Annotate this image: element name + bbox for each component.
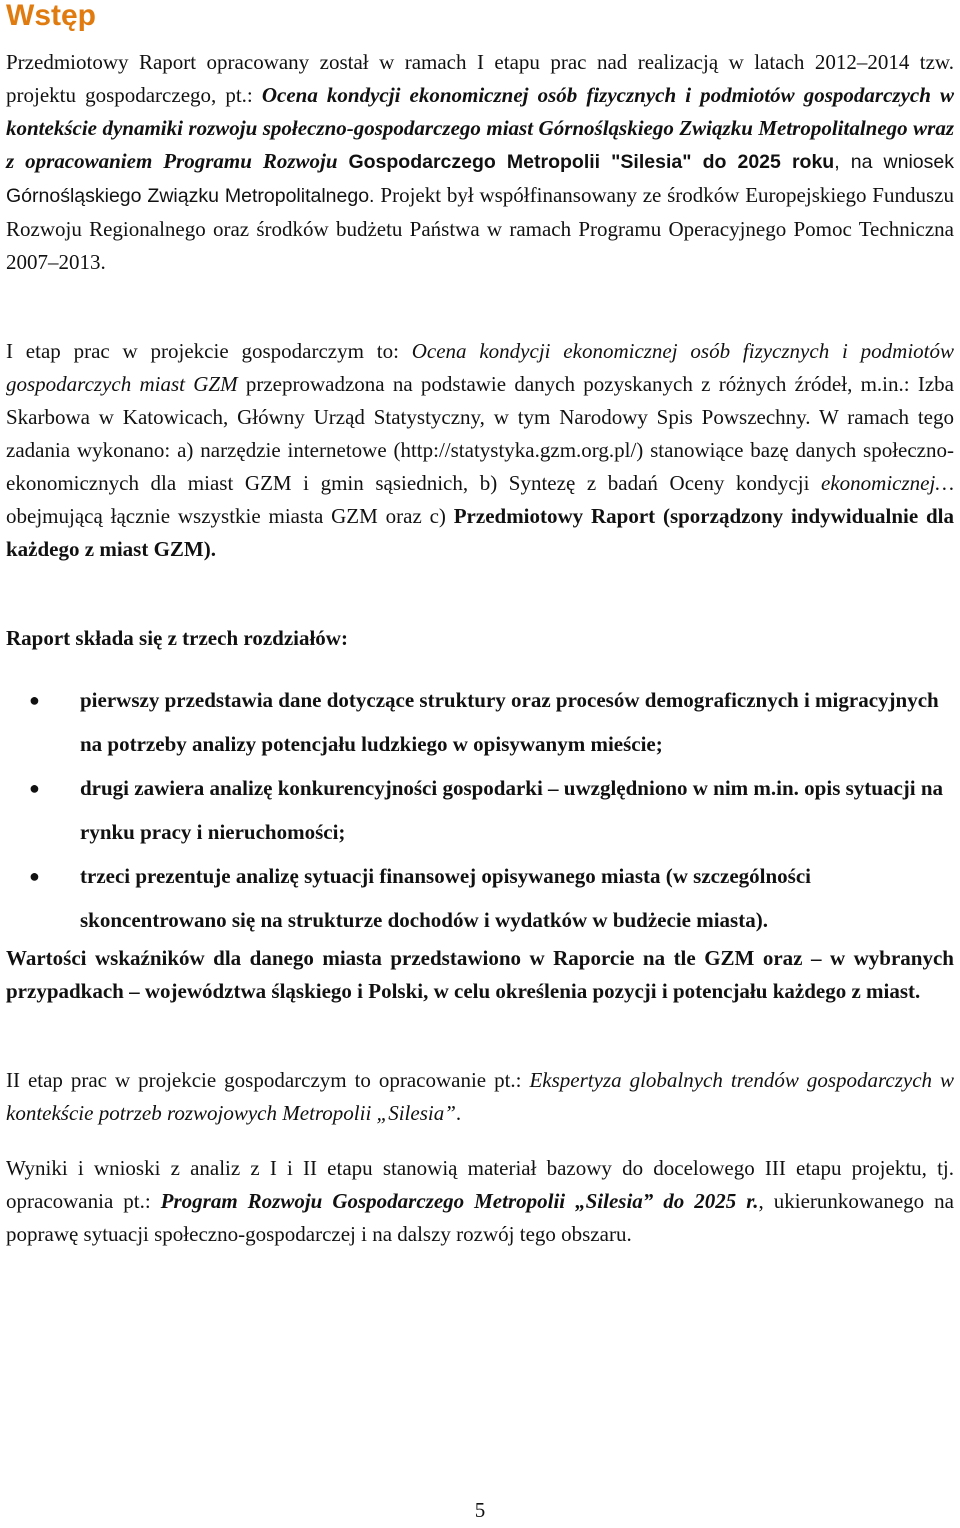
intro-text-2: , na wniosek Górnośląskiego Związku Metropolitalnego. [6,151,954,207]
list-item-text: trzeci prezentuje analizę sytuacji finansowej opisywanego miasta (w szczególności skoncentrowano się na strukturze dochodów i wydatków w budżecie miasta). [80,864,811,932]
stage-three-text: , ukierunkowanego na poprawę sytuacji społeczno-gospodarczej i na dalszy rozwój tego obszaru. [6,1189,954,1246]
intro-text-3: Projekt był współfinansowany ze środków Europejskiego Funduszu Rozwoju Regionalnego oraz środków budżetu Państwa w ramach Programu Operacyjnego Pomoc Techniczna 2007–2013. [6,183,954,274]
stage-three-lead: Wyniki i wnioski z analiz z I i II etapu stanowią materiał bazowy do docelowego III etapu projektu, tj. opracowania pt.: [6,1156,954,1213]
list-item-text: drugi zawiera analizę konkurencyjności gospodarki – uwzględniono w nim m.in. opis sytuacji na rynku pracy i nieruchomości; [80,776,944,844]
list-item [6,678,954,766]
intro-text-1: Przedmiotowy Raport opracowany został w ramach I etapu prac nad realizacją w latach 2012–2014 tzw. projektu gospodarczego, pt.: [6,50,954,107]
intro-paragraph [6,46,954,279]
list-item [6,854,954,942]
page-number: 5 [474,1498,486,1522]
stage-two-title: Ekspertyza globalnych trendów gospodarczych w kontekście potrzeb rozwojowych Metropolii „Silesia” [6,1068,954,1125]
indicators-paragraph: Wartości wskaźników dla danego miasta przedstawiono w Raporcie na tle GZM oraz – w wybranych przypadkach – województwa śląskiego i Polski, w celu określenia pozycji i potencjału każdego z miast. [6,946,954,1003]
stage-one-text-2: obejmującą łącznie wszystkie miasta GZM oraz c) [6,504,454,528]
stage-two-lead: II etap prac w projekcie gospodarczym to opracowanie pt.: [6,1068,530,1092]
bullet-icon: ● [29,778,40,798]
stage-two-paragraph [6,1064,954,1130]
page-title: Wstęp [6,0,96,32]
list-item-text: pierwszy przedstawia dane dotyczące struktury oraz procesów demograficznych i migracyjnych na potrzeby analizy potencjału ludzkiego w opisywanym mieście; [80,688,939,756]
report-title: Przedmiotowy Raport (sporządzony indywidualnie dla każdego z miast GZM). [6,504,954,561]
stage-three-paragraph [6,1152,954,1251]
bullet-icon: ● [29,866,40,886]
bullet-icon: ● [29,690,40,710]
stage-one-paragraph [6,335,954,566]
list-item [6,766,954,854]
chapters-lead: Raport składa się z trzech rozdziałów: [6,626,348,650]
project-title-sans: Gospodarczego Metropolii "Silesia" do 2025 roku [348,151,835,173]
project-title-italic-cont: -gospodarczego miast Górnośląskiego Związku Metropolitalnego wraz z opracowaniem Programu Rozwoju [6,116,954,173]
stage-one-title: Ocena kondycji ekonomicznej osób fizycznych i podmiotów gospodarczych miast GZM [6,339,954,396]
stage-one-lead: I etap prac w projekcie gospodarczym to: [6,339,412,363]
project-title-italic: Ocena kondycji ekonomicznej osób fizycznych i podmiotów gospodarczych w kontekście dynamiki rozwoju społeczno [6,83,954,140]
program-title: Program Rozwoju Gospodarczego Metropolii „Silesia” do 2025 r. [160,1189,759,1213]
stage-one-text: przeprowadzona na podstawie danych pozyskanych z różnych źródeł, m.in.: Izba Skarbowa w Katowicach, Główny Urząd Statystyczny, w tym Narodowy Spis Powszechny. W ramach tego zadania wykonano: a) narzędzie internetowe (http://statystyka.gzm.org.pl/) stanowiące bazę danych społeczno-ekonomicznych dla miast GZM i gmin sąsiednich, b) Syntezę z badań Oceny kondycji [6,372,954,495]
synthesis-title: ekonomicznej… [821,471,954,495]
stage-two-end: . [455,1101,462,1125]
chapters-list [6,678,954,942]
